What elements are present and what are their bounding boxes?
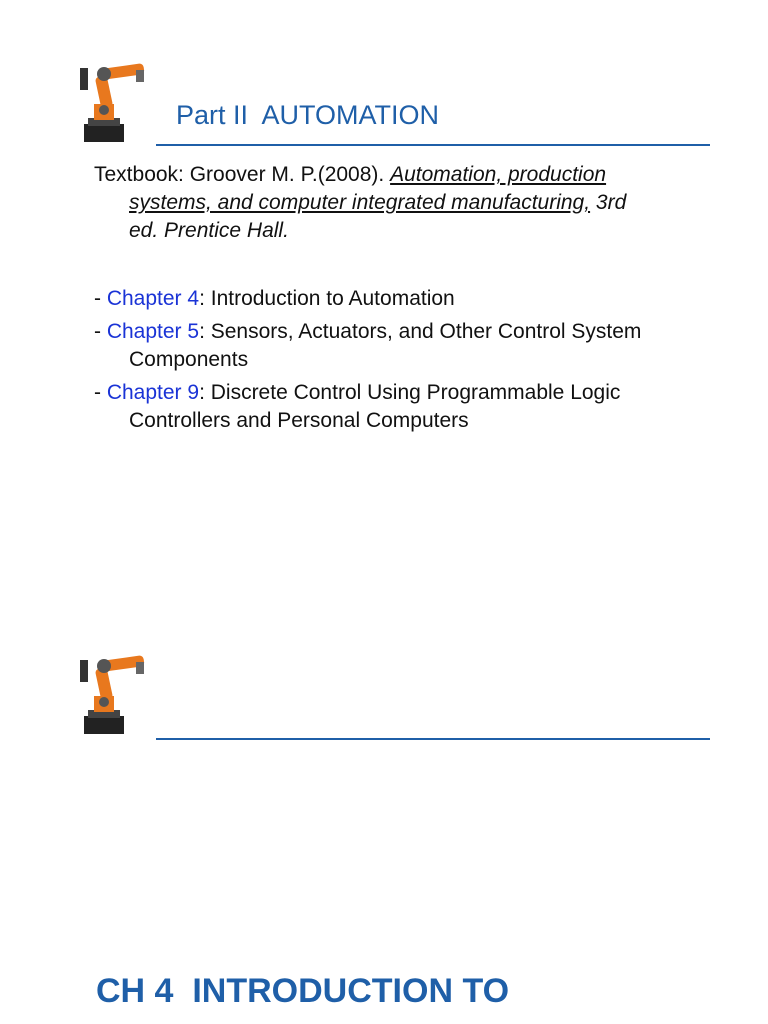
title-divider — [156, 144, 710, 146]
chapter-title: Discrete Control Using Programmable Logic — [210, 381, 621, 404]
bullet-dash: - — [94, 381, 107, 404]
textbook-edition: 3rd — [590, 191, 627, 214]
slide-title: Part II AUTOMATION — [176, 100, 440, 130]
separator: : — [199, 320, 211, 343]
bullet-dash: - — [94, 320, 107, 343]
title-divider — [156, 738, 710, 740]
textbook-reference — [94, 161, 714, 245]
textbook-line2 — [94, 189, 714, 217]
textbook-prefix: Textbook: Groover M. P.(2008). — [94, 163, 391, 186]
separator: : — [199, 381, 211, 404]
industrial-robot-icon — [76, 58, 148, 144]
chapter-link[interactable]: Chapter 5 — [106, 320, 200, 343]
textbook-title-line2: systems, and computer integrated manufacturing, — [129, 191, 591, 214]
chapter-title: Sensors, Actuators, and Other Control System — [210, 320, 642, 343]
list-item — [94, 285, 724, 313]
bullet-dash: - — [94, 287, 107, 310]
textbook-title-line1: Automation, production — [390, 163, 607, 186]
chapter-heading: CH 4 INTRODUCTION TO — [96, 972, 510, 1010]
chapter-link[interactable]: Chapter 9 — [106, 381, 200, 404]
chapter-title-continued: Components — [129, 348, 249, 371]
chapter-link[interactable]: Chapter 4 — [106, 287, 200, 310]
chapter-list — [94, 285, 724, 440]
separator: : — [199, 287, 211, 310]
textbook-publisher: ed. Prentice Hall. — [129, 219, 289, 242]
chapter-title-continued: Controllers and Personal Computers — [129, 409, 469, 432]
chapter-title: Introduction to Automation — [210, 287, 455, 310]
list-item — [94, 318, 724, 374]
industrial-robot-icon — [76, 650, 148, 736]
list-item — [94, 379, 724, 435]
